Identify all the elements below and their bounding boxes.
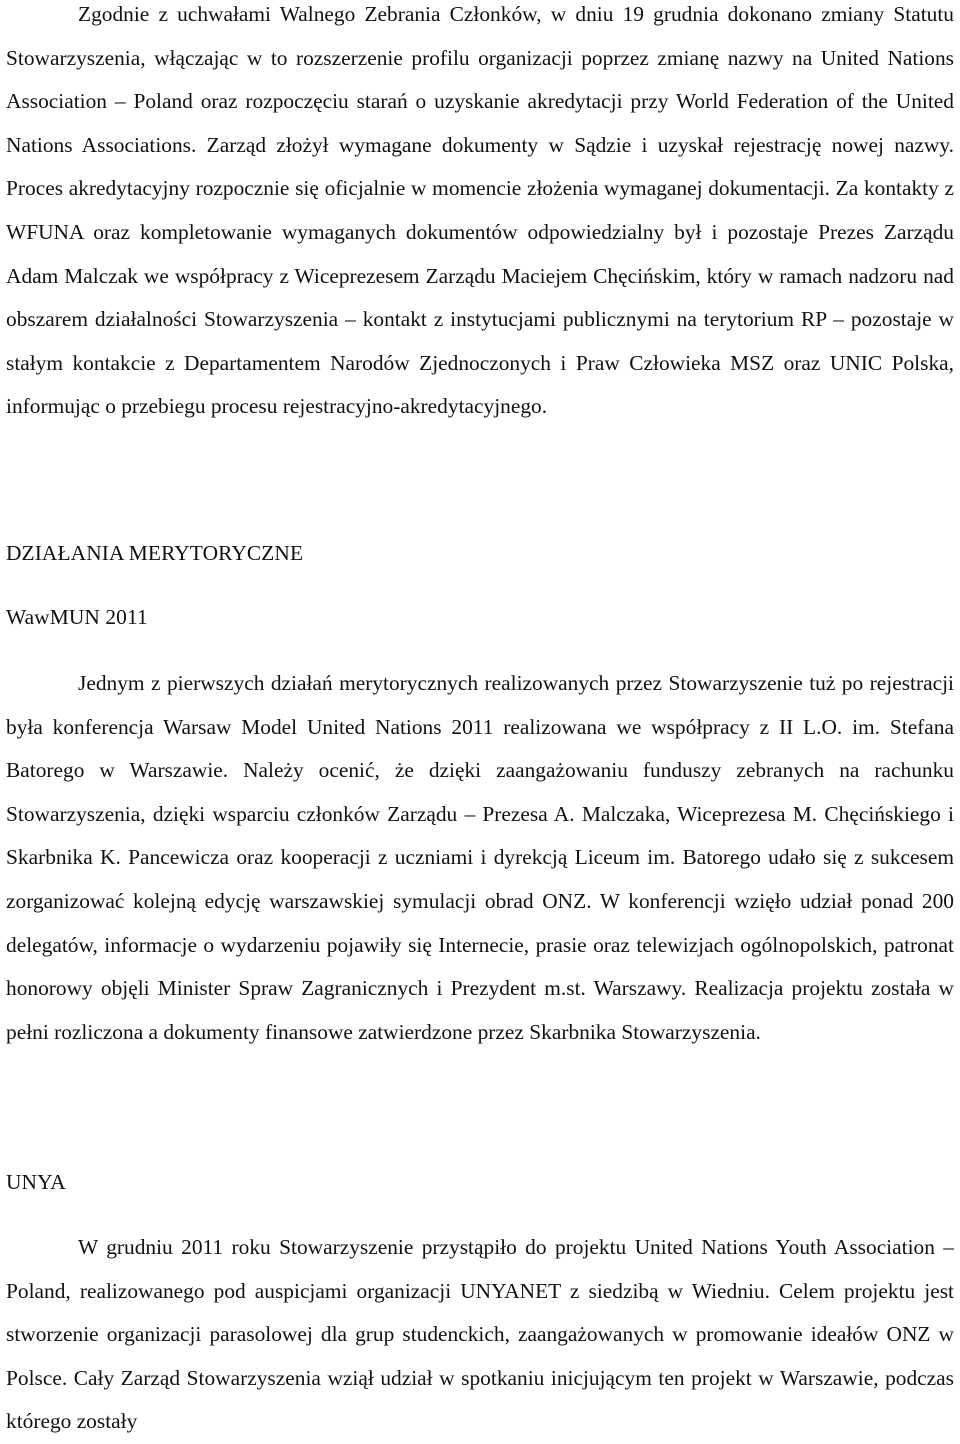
subheading-unya: UNYA <box>6 1170 66 1194</box>
subheading-wawmun-2011: WawMUN 2011 <box>6 605 148 629</box>
intro-paragraph: Zgodnie z uchwałami Walnego Zebrania Członków, w dniu 19 grudnia dokonano zmiany Statutu Stowarzyszenia, włączając w to rozszerzenie profilu organizacji poprzez zmianę nazwy na United Nations Association – Poland oraz rozpoczęciu starań o uzyskanie akredytacji przy World Federation of the United Nations Associations. Zarząd złożył wymagane dokumenty w Sądzie i uzyskał rejestrację nowej nazwy. Proces akredytacyjny rozpocznie się oficjalnie w momencie złożenia wymaganej dokumentacji. Za kontakty z WFUNA oraz kompletowanie wymaganych dokumentów odpowiedzialny był i pozostaje Prezes Zarządu Adam Malczak we współpracy z Wiceprezesem Zarządu Maciejem Chęcińskim, który w ramach nadzoru nad obszarem działalności Stowarzyszenia – kontakt z instytucjami publicznymi na terytorium RP – pozostaje w stałym kontakcie z Departamentem Narodów Zjednoczonych i Praw Człowieka MSZ oraz UNIC Polska, informując o przebiegu procesu rejestracyjno-akredytacyjnego. <box>6 2 954 419</box>
section-heading-dzialania-merytoryczne: DZIAŁANIA MERYTORYCZNE <box>6 541 304 565</box>
wawmun-paragraph: Jednym z pierwszych działań merytorycznych realizowanych przez Stowarzyszenie tuż po rejestracji była konferencja Warsaw Model United Nations 2011 realizowana we współpracy z II L.O. im. Stefana Batorego w Warszawie. Należy ocenić, że dzięki zaangażowaniu funduszy zebranych na rachunku Stowarzyszenia, dzięki wsparciu członków Zarządu – Prezesa A. Malczaka, Wiceprezesa M. Chęcińskiego i Skarbnika K. Pancewicza oraz kooperacji z uczniami i dyrekcją Liceum im. Batorego udało się z sukcesem zorganizować kolejną edycję warszawskiej symulacji obrad ONZ. W konferencji wzięło udział ponad 200 delegatów, informacje o wydarzeniu pojawiły się Internecie, prasie oraz telewizjach ogólnopolskich, patronat honorowy objęli Minister Spraw Zagranicznych i Prezydent m.st. Warszawy. Realizacja projektu została w pełni rozliczona a dokumenty finansowe zatwierdzone przez Skarbnika Stowarzyszenia. <box>6 671 954 1044</box>
unya-paragraph: W grudniu 2011 roku Stowarzyszenie przystąpiło do projektu United Nations Youth Association – Poland, realizowanego pod auspicjami organizacji UNYANET z siedzibą w Wiedniu. Celem projektu jest stworzenie organizacji parasolowej dla grup studenckich, zaangażowanych w promowanie ideałów ONZ w Polsce. Cały Zarząd Stowarzyszenia wziął udział w spotkaniu inicjującym ten projekt w Warszawie, podczas którego zostały <box>6 1235 954 1434</box>
